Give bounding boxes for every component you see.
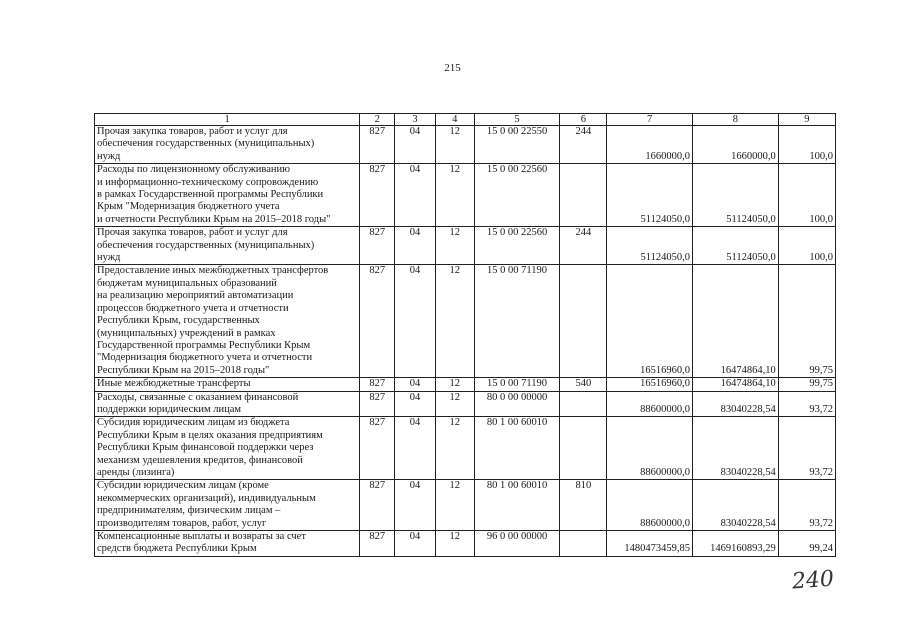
subsection-code: 12 xyxy=(435,378,474,391)
planned-amount: 16516960,0 xyxy=(607,265,693,378)
execution-percent: 93,72 xyxy=(778,417,835,480)
admin-code: 827 xyxy=(360,531,395,557)
table-row xyxy=(95,378,836,391)
table-row xyxy=(95,417,836,480)
table-row xyxy=(95,126,836,164)
table-header-row xyxy=(95,114,836,126)
description-line: Республики Крым в целях оказания предприятиям xyxy=(97,429,323,441)
header-cell: 3 xyxy=(395,114,436,126)
description-line: на реализацию мероприятий автоматизации xyxy=(97,290,294,302)
target-article-code: 15 0 00 22560 xyxy=(474,227,560,265)
table-row xyxy=(95,391,836,417)
section-code: 04 xyxy=(395,531,436,557)
header-cell: 4 xyxy=(435,114,474,126)
description-line: (муниципальных) учреждений в рамках xyxy=(97,327,276,339)
page-number: 215 xyxy=(444,62,461,74)
planned-amount: 1660000,0 xyxy=(607,126,693,164)
table-row xyxy=(95,164,836,227)
execution-percent: 93,72 xyxy=(778,480,835,531)
section-code: 04 xyxy=(395,391,436,417)
expense-type-code xyxy=(560,417,607,480)
executed-amount: 83040228,54 xyxy=(693,391,779,417)
description-line: процессов бюджетного учета и отчетности xyxy=(97,302,289,314)
description-line: предпринимателям, физическим лицам – xyxy=(97,505,281,517)
executed-amount: 83040228,54 xyxy=(693,480,779,531)
planned-amount: 16516960,0 xyxy=(607,378,693,391)
subsection-code: 12 xyxy=(435,391,474,417)
budget-table xyxy=(94,113,836,557)
row-description xyxy=(95,378,360,391)
description-line: обеспечения государственных (муниципальных) xyxy=(97,239,315,251)
description-line: "Модернизация бюджетного учета и отчетности xyxy=(97,352,313,364)
expense-type-code: 244 xyxy=(560,227,607,265)
header-cell: 8 xyxy=(693,114,779,126)
expense-type-code: 810 xyxy=(560,480,607,531)
subsection-code: 12 xyxy=(435,265,474,378)
description-line: Субсидии юридическим лицам (кроме xyxy=(97,480,269,492)
subsection-code: 12 xyxy=(435,164,474,227)
description-line: Республики Крым финансовой поддержки через xyxy=(97,442,314,454)
expense-type-code xyxy=(560,265,607,378)
row-description xyxy=(95,417,360,480)
section-code: 04 xyxy=(395,227,436,265)
description-line: средств бюджета Республики Крым xyxy=(97,543,257,555)
section-code: 04 xyxy=(395,265,436,378)
planned-amount: 1480473459,85 xyxy=(607,531,693,557)
description-line: Прочая закупка товаров, работ и услуг для xyxy=(97,227,288,239)
handwritten-sheet-number: 240 xyxy=(791,566,835,595)
description-line: некоммерческих организаций), индивидуальным xyxy=(97,492,316,504)
subsection-code: 12 xyxy=(435,480,474,531)
description-line: производителям товаров, работ, услуг xyxy=(97,517,267,529)
planned-amount: 88600000,0 xyxy=(607,417,693,480)
description-line: и отчетности Республики Крым на 2015–2018 годы" xyxy=(97,213,331,225)
description-line: Государственной программы Республики Крым xyxy=(97,339,311,351)
admin-code: 827 xyxy=(360,126,395,164)
description-line: обеспечения государственных (муниципальных) xyxy=(97,138,315,150)
planned-amount: 88600000,0 xyxy=(607,480,693,531)
subsection-code: 12 xyxy=(435,126,474,164)
description-line: поддержки юридическим лицам xyxy=(97,403,242,415)
description-line: Предоставление иных межбюджетных трансфертов xyxy=(97,265,329,277)
description-line: аренды (лизинга) xyxy=(97,466,175,478)
header-cell: 7 xyxy=(607,114,693,126)
row-description xyxy=(95,164,360,227)
execution-percent: 99,75 xyxy=(778,265,835,378)
executed-amount: 1469160893,29 xyxy=(693,531,779,557)
row-description xyxy=(95,391,360,417)
description-line: нужд xyxy=(97,252,121,264)
admin-code: 827 xyxy=(360,378,395,391)
description-line: Республики Крым на 2015–2018 годы" xyxy=(97,364,270,376)
description-line: Иные межбюджетные трансферты xyxy=(97,378,251,390)
execution-percent: 100,0 xyxy=(778,164,835,227)
expense-type-code xyxy=(560,164,607,227)
header-cell: 2 xyxy=(360,114,395,126)
section-code: 04 xyxy=(395,417,436,480)
expense-type-code: 244 xyxy=(560,126,607,164)
table-row xyxy=(95,265,836,378)
description-line: бюджетам муниципальных образований xyxy=(97,277,277,289)
description-line: Компенсационные выплаты и возвраты за счет xyxy=(97,531,306,542)
execution-percent: 93,72 xyxy=(778,391,835,417)
section-code: 04 xyxy=(395,378,436,391)
description-line: и информационно-техническому сопровождению xyxy=(97,176,319,188)
target-article-code: 15 0 00 22560 xyxy=(474,164,560,227)
table-row xyxy=(95,480,836,531)
row-description xyxy=(95,531,360,557)
admin-code: 827 xyxy=(360,265,395,378)
planned-amount: 51124050,0 xyxy=(607,227,693,265)
subsection-code: 12 xyxy=(435,417,474,480)
executed-amount: 1660000,0 xyxy=(693,126,779,164)
planned-amount: 88600000,0 xyxy=(607,391,693,417)
executed-amount: 16474864,10 xyxy=(693,378,779,391)
execution-percent: 100,0 xyxy=(778,126,835,164)
target-article-code: 15 0 00 71190 xyxy=(474,265,560,378)
table-row xyxy=(95,227,836,265)
header-cell: 6 xyxy=(560,114,607,126)
subsection-code: 12 xyxy=(435,531,474,557)
description-line: Расходы по лицензионному обслуживанию xyxy=(97,164,290,176)
description-line: в рамках Государственной программы Республики xyxy=(97,189,324,201)
header-cell: 5 xyxy=(474,114,560,126)
header-cell: 1 xyxy=(95,114,360,126)
target-article-code: 80 0 00 00000 xyxy=(474,391,560,417)
description-line: Крым "Модернизация бюджетного учета xyxy=(97,201,280,213)
description-line: Субсидия юридическим лицам из бюджета xyxy=(97,417,290,429)
executed-amount: 51124050,0 xyxy=(693,227,779,265)
description-line: Прочая закупка товаров, работ и услуг для xyxy=(97,126,288,137)
expense-type-code xyxy=(560,391,607,417)
admin-code: 827 xyxy=(360,417,395,480)
executed-amount: 83040228,54 xyxy=(693,417,779,480)
section-code: 04 xyxy=(395,480,436,531)
target-article-code: 96 0 00 00000 xyxy=(474,531,560,557)
row-description xyxy=(95,126,360,164)
target-article-code: 15 0 00 71190 xyxy=(474,378,560,391)
admin-code: 827 xyxy=(360,227,395,265)
subsection-code: 12 xyxy=(435,227,474,265)
expense-type-code xyxy=(560,531,607,557)
executed-amount: 16474864,10 xyxy=(693,265,779,378)
row-description xyxy=(95,265,360,378)
planned-amount: 51124050,0 xyxy=(607,164,693,227)
executed-amount: 51124050,0 xyxy=(693,164,779,227)
target-article-code: 80 1 00 60010 xyxy=(474,480,560,531)
target-article-code: 15 0 00 22550 xyxy=(474,126,560,164)
admin-code: 827 xyxy=(360,480,395,531)
admin-code: 827 xyxy=(360,164,395,227)
execution-percent: 99,24 xyxy=(778,531,835,557)
execution-percent: 100,0 xyxy=(778,227,835,265)
header-cell: 9 xyxy=(778,114,835,126)
description-line: механизм удешевления кредитов, финансовой xyxy=(97,454,303,466)
description-line: Республики Крым, государственных xyxy=(97,315,260,327)
row-description xyxy=(95,227,360,265)
section-code: 04 xyxy=(395,126,436,164)
target-article-code: 80 1 00 60010 xyxy=(474,417,560,480)
description-line: нужд xyxy=(97,150,121,162)
admin-code: 827 xyxy=(360,391,395,417)
table-row xyxy=(95,531,836,557)
expense-type-code: 540 xyxy=(560,378,607,391)
row-description xyxy=(95,480,360,531)
description-line: Расходы, связанные с оказанием финансовой xyxy=(97,391,299,403)
execution-percent: 99,75 xyxy=(778,378,835,391)
section-code: 04 xyxy=(395,164,436,227)
